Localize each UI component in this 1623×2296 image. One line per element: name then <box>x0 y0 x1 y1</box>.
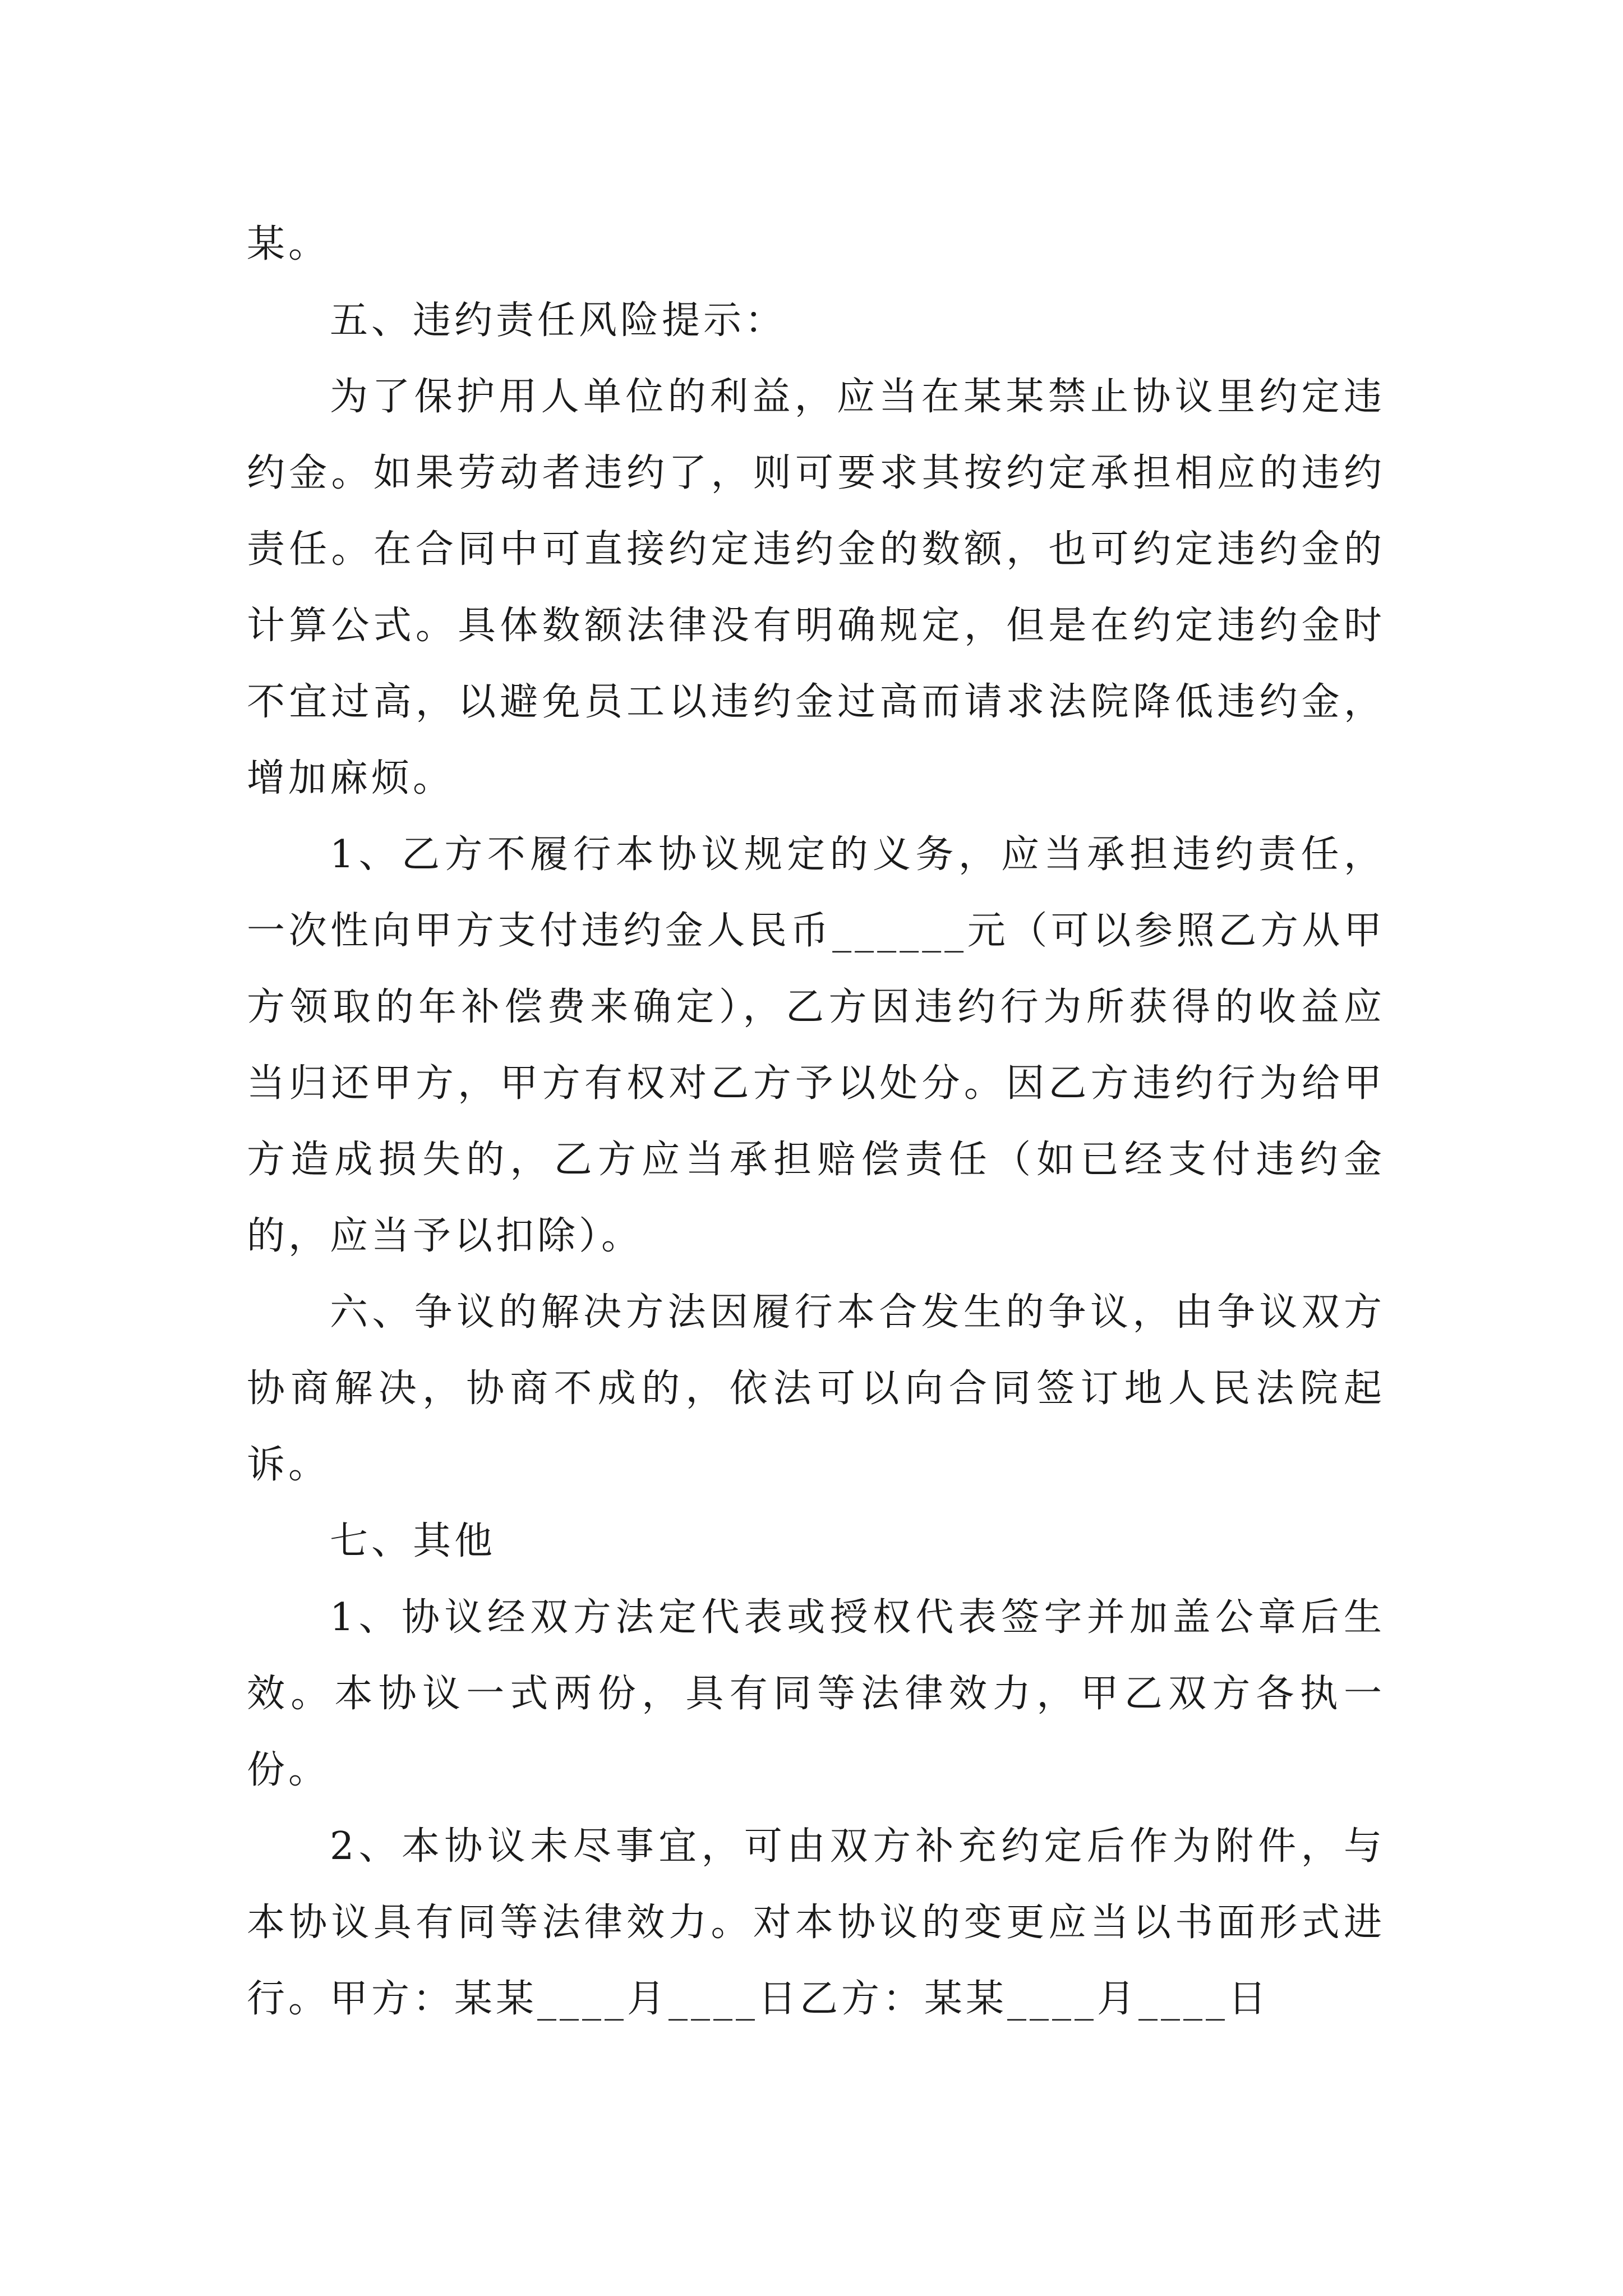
paragraph-penalty-note: 为了保护用人单位的利益，应当在某某禁止协议里约定违约金。如果劳动者违约了，则可要求其按约定承担相应的违约责任。在合同中可直接约定违约金的数额，也可约定违约金的计算公式。具体数额法律没有明确规定，但是在约定违约金时不宜过高，以避免员工以违约金过高而请求法院降低违约金，增加麻烦。 <box>247 375 1385 800</box>
clause-other-1: 1、协议经双方法定代表或授权代表签字并加盖公章后生效。本协议一式两份，具有同等法律效力，甲乙双方各执一份。 <box>247 1595 1385 1792</box>
section-heading-dispute-resolution: 六、争议的解决方法因履行本合发生的争议，由争议双方协商解决，协商不成的，依法可以向合同签订地人民法院起诉。 <box>247 1290 1385 1487</box>
clause-other-2-signature: 2、本协议未尽事宜，可由双方补充约定后作为附件，与本协议具有同等法律效力。对本协议的变更应当以书面形式进行。甲方：某某____月____日乙方：某某____月____日 <box>247 1824 1385 2021</box>
paragraph-continuation: 某。 <box>247 222 330 266</box>
document-body <box>247 206 1385 2037</box>
clause-breach-1: 1、乙方不履行本协议规定的义务，应当承担违约责任，一次性向甲方支付违约金人民币______元（可以参照乙方从甲方领取的年补偿费来确定），乙方因违约行为所获得的收益应当归还甲方，甲方有权对乙方予以处分。因乙方违约行为给甲方造成损失的，乙方应当承担赔偿责任（如已经支付违约金的，应当予以扣除）。 <box>247 832 1385 1258</box>
section-heading-other: 七、其他 <box>330 1519 496 1563</box>
section-heading-breach-liability: 五、违约责任风险提示： <box>330 298 787 343</box>
